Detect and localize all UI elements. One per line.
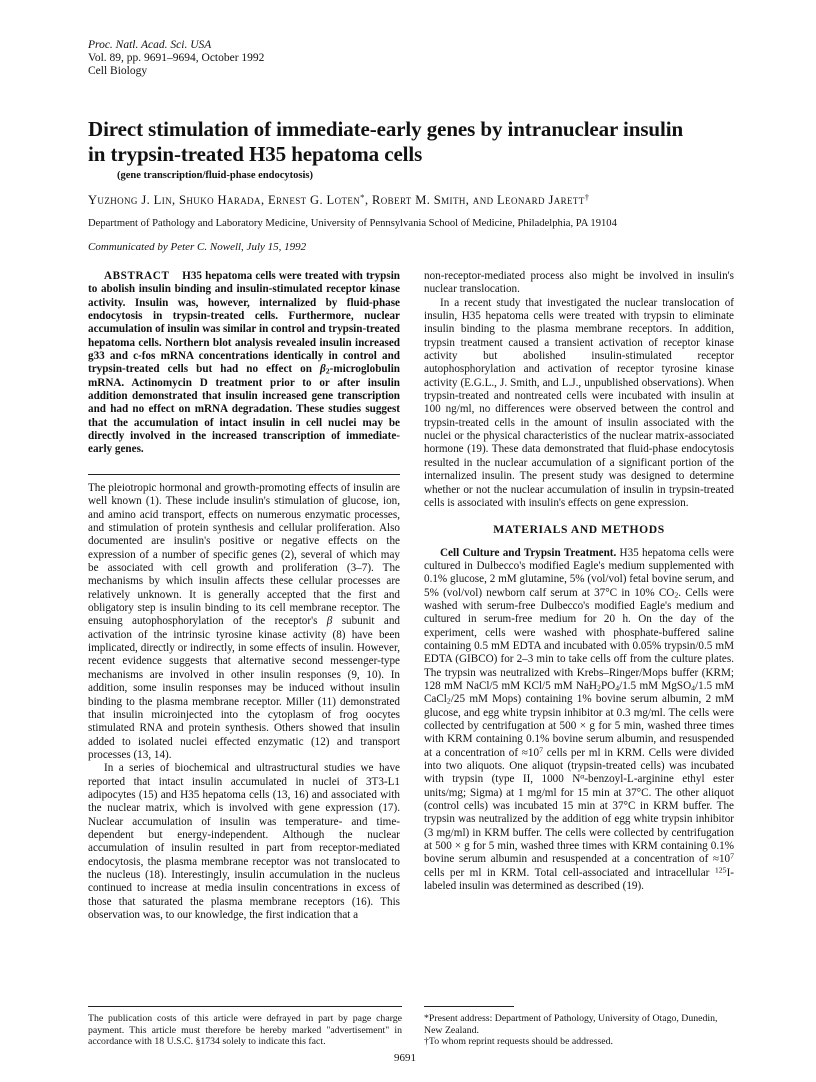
author-mark-1: *	[360, 192, 365, 203]
right-column	[424, 270, 734, 893]
methods-text: cells per ml in KRM. Cells were divided into two aliquots. One aliquot (trypsin-treated cells) was incubated with trypsin (type II, 1000 N	[424, 746, 734, 786]
beta-symbol: β	[326, 615, 333, 628]
footnotes-right	[424, 1013, 736, 1048]
methods-text: -benzoyl-L-arginine ethyl ester units/mg; Sigma) at 1 mg/ml for 15 min at 37°C. The other aliquot (control cells) was incubated 15 min at 37°C in KRM buffer. The trypsin was neutralized by the addition of egg white trypsin inhibitor (3 mg/ml) in KRM buffer. The cells were collected by centrifugation at 500 × g for 5 min, washed three times with KRM containing 0.1% bovine serum albumin and resuspended at a concentration of ≈10	[424, 773, 734, 866]
subscript: 2	[674, 590, 679, 600]
journal-section: Cell Biology	[88, 65, 148, 77]
communicated-by: Communicated by Peter C. Nowell, July 15, 1992	[88, 241, 307, 253]
footnote-reprint-requests: †To whom reprint requests should be addressed.	[424, 1036, 613, 1048]
superscript: α	[580, 771, 585, 781]
abstract-label: ABSTRACT	[104, 270, 170, 282]
authors-part-1: Yuzhong J. Lin, Shuko Harada, Ernest G. Loten	[88, 193, 361, 207]
superscript: 125	[714, 865, 727, 875]
abstract-text-1: H35 hepatoma cells were treated with trypsin to abolish insulin binding and insulin-stimulated receptor kinase activity. Insulin was, however, internalized by fluid-phase endocytosis in trypsin-treated cells. Furthermore, nuclear accumulation of insulin was similar in control and trypsin-treated hepatoma cells. Northern blot analysis revealed insulin increased g33 and c-fos mRNA concentrations identically in control and trypsin-treated cells but had no effect on	[88, 270, 401, 376]
methods-text: PO	[600, 679, 616, 692]
methods-text: I-labeled insulin was determined as described (19).	[424, 866, 734, 893]
title-line-2: in trypsin-treated H35 hepatoma cells	[88, 142, 423, 166]
intro-left-column	[88, 482, 400, 922]
methods-text: /25 mM Mops) containing 1% bovine serum albumin, 2 mM glucose, and egg white trypsin inhibitor at 0.3 mg/ml. The cells were collected by centrifugation at 500 × g for 5 min, washed three times with KRM containing 0.1% bovine serum albumin, and resuspended at a concentration of ≈10	[424, 693, 734, 759]
intro-para-3: In a recent study that investigated the nuclear translocation of insulin, H35 hepatoma cells were treated with trypsin to eliminate insulin binding to the plasma membrane receptors. In addition, trypsin treatment caused a transient activation of receptor kinase activity but abolished insulin-stimulated receptor autophosphorylation and activation of receptor tyrosine kinase activity (E.G.L., J. Smith, and L.J., unpublished observations). When trypsin-treated and nontreated cells were incubated with insulin at 100 ng/ml, no differences were observed between the control and trypsin-treated cells in the amount of insulin associated with the nuclei or the physical characteristics of the nuclear matrix-associated hormone (19). These data demonstrated that fluid-phase endocytosis resulted in the nuclear accumulation of a significant portion of the internalized insulin. The present study was designed to determine whether or not the nuclear accumulation of insulin in trypsin-treated cells is associated with insulin's effects on gene expression.	[424, 296, 734, 509]
affiliation: Department of Pathology and Laboratory Medicine, University of Pennsylvania School of Medicine, Philadelphia, PA 19104	[88, 218, 617, 229]
superscript: 7	[539, 745, 543, 755]
subscript: 2	[597, 683, 601, 693]
abstract-text-2: -microglobulin mRNA. Actinomycin D treatment prior to or after insulin addition demonstrated that insulin increased gene transcription and had no effect on mRNA degradation. These studies suggest that the accumulation of intact insulin in cell nuclei may be directly involved in the increased transcription of immediate-early genes.	[88, 363, 400, 456]
author-list	[88, 193, 590, 208]
intro-para-2-continued: non-receptor-mediated process also might be involved in insulin's nuclear translocation.	[424, 270, 734, 296]
footnote-divider-left	[88, 1006, 402, 1007]
footnote-present-address: *Present address: Department of Pathology, University of Otago, Dunedin, New Zealand.	[424, 1013, 718, 1036]
footnote-divider-right	[424, 1006, 514, 1007]
subscript: 4	[691, 683, 696, 693]
methods-text: H35 hepatoma cells were cultured in Dulbecco's modified Eagle's medium supplemented with 0.1% glucose, 2 mM glutamine, 5% (vol/vol) fetal bovine serum, and 5% (vol/vol) newborn calf serum at 37°C in 10% CO	[424, 546, 734, 599]
journal-name: Proc. Natl. Acad. Sci. USA	[88, 39, 212, 51]
methods-text: cells per ml in KRM. Total cell-associated and intracellular	[424, 866, 715, 879]
abstract-subscript: 2	[325, 366, 330, 376]
journal-header	[88, 39, 264, 78]
journal-volume: Vol. 89, pp. 9691–9694, October 1992	[88, 52, 265, 64]
abstract	[88, 270, 400, 457]
intro-para-2: In a series of biochemical and ultrastructural studies we have reported that intact insulin accumulated in nuclei of 3T3-L1 adipocytes (15) and H35 hepatoma cells (13, 16) and associated with the nuclear matrix, which is involved with gene expression (17). Nuclear accumulation of insulin was temperature- and time-dependent but energy-independent. Although the nuclear accumulation of insulin resulted in part from receptor-mediated endocytosis, the plasma membrane receptor was not translocated to the nucleus (18). Interestingly, insulin accumulation in the nucleus continued to increase at media insulin concentrations in excess of those that saturated the plasma membrane receptors (16). This observation was, to our knowledge, the first indication that a	[88, 762, 400, 921]
methods-text: /1.5 mM CaCl	[424, 679, 734, 706]
abstract-divider	[88, 474, 400, 475]
authors-part-2: , Robert M. Smith, and Leonard Jarett	[364, 193, 585, 207]
subscript: 4	[615, 683, 620, 693]
page-number: 9691	[394, 1052, 416, 1064]
methods-subheading: Cell Culture and Trypsin Treatment.	[440, 546, 617, 559]
intro-para-1a: The pleiotropic hormonal and growth-promoting effects of insulin are well known (1). These include insulin's stimulation of glucose, ion, and amino acid transport, effects on numerous enzymatic processes, and stimulation of protein synthesis and cellular proliferation. Also documented are insulin's positive or negative effects on the expression of a number of specific genes (2), several of which may be associated with cell growth and proliferation (3–7). The mechanisms by which insulin affects these cellular processes are relatively unknown. It is generally accepted that the first and obligatory step is insulin binding to its cell membrane receptor. The ensuing autophosphorylation of the receptor's	[88, 482, 400, 628]
methods-text: . Cells were washed with serum-free Dulbecco's modified Eagle's medium and cultured in serum-free medium for 20 h. On the day of the experiment, cells were washed with phosphate-buffered saline containing 0.5 mM EDTA and incubated with 0.05% trypsin/0.5 mM EDTA (GIBCO) for 2–3 min to take cells off from the culture plates. The trypsin was neutralized with Krebs–Ringer/Mops buffer (KRM; 128 mM NaCl/5 mM KCl/5 mM NaH	[424, 586, 734, 692]
article-title	[88, 117, 768, 167]
subscript: 2	[446, 696, 451, 706]
author-mark-2: †	[584, 192, 590, 203]
keywords: (gene transcription/fluid-phase endocytosis)	[117, 170, 314, 181]
title-line-1: Direct stimulation of immediate-early genes by intranuclear insulin	[88, 117, 684, 141]
methods-heading: MATERIALS AND METHODS	[493, 523, 665, 537]
methods-text: /1.5 mM MgSO	[619, 679, 692, 692]
footnote-publication-costs: The publication costs of this article were defrayed in part by page charge payment. This article must therefore be hereby marked "advertisement" in accordance with 18 U.S.C. §1734 solely to indicate this fact.	[88, 1013, 402, 1048]
intro-para-1b: subunit and activation of the intrinsic tyrosine kinase activity (8) have been implicated, directly or indirectly, in some effects of insulin. However, recent evidence suggests that alternative second messenger-type mechanisms are involved in other insulin responses (9, 10). In addition, some insulin responses may be induced without insulin binding to the plasma membrane receptor. Miller (11) demonstrated that insulin microinjected into the cytoplasm of frog oocytes stimulated RNA and protein synthesis. Others showed that insulin added to isolated nuclei effected enzymatic (12) and transport processes (13, 14).	[88, 615, 400, 761]
superscript: 7	[730, 851, 734, 861]
beta-symbol: β	[320, 363, 326, 376]
